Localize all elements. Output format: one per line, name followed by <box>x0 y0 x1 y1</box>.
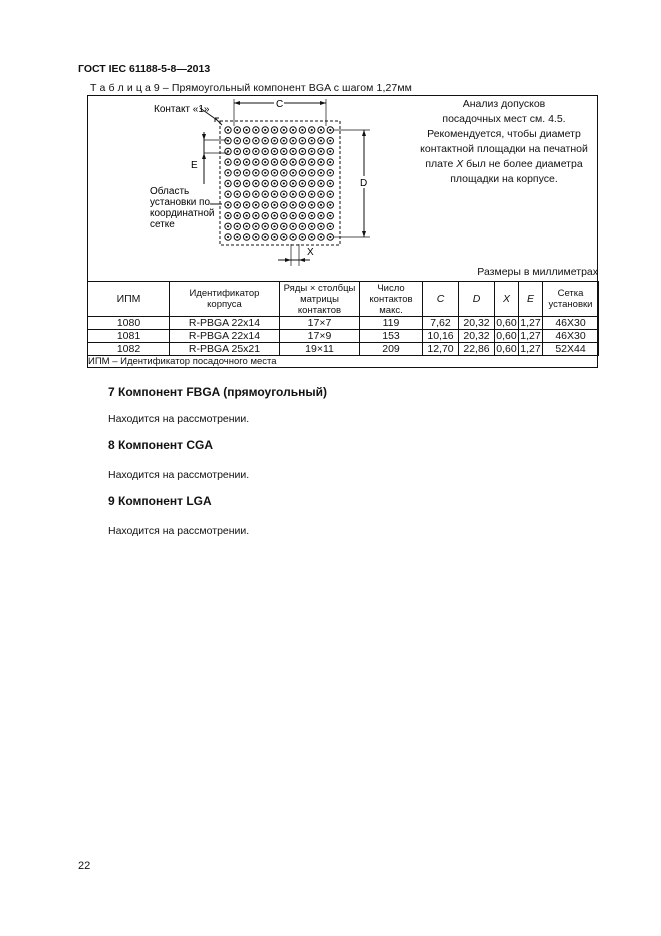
pad-center <box>283 140 285 142</box>
pad-center <box>236 225 238 227</box>
pad-center <box>264 215 266 217</box>
pad-center <box>283 193 285 195</box>
pad-center <box>236 129 238 131</box>
cell-grid: 46X30 <box>543 330 599 343</box>
cell-e: 1,27 <box>520 343 541 355</box>
header-text: контактов <box>369 293 413 305</box>
pad-center <box>264 225 266 227</box>
pad-center <box>292 182 294 184</box>
pad-center <box>329 140 331 142</box>
area-label-line3: координатной <box>150 208 215 219</box>
pad-center <box>246 172 248 174</box>
pad-center <box>255 161 257 163</box>
header-text: корпуса <box>207 299 242 310</box>
pad-center <box>329 225 331 227</box>
pad-center <box>292 172 294 174</box>
pad-center <box>264 236 266 238</box>
pad-center <box>273 150 275 152</box>
pad-center <box>273 193 275 195</box>
pad-center <box>320 182 322 184</box>
note-line: посадочных мест см. 4.5. <box>442 113 566 125</box>
pad-center <box>264 182 266 184</box>
pad-center <box>283 182 285 184</box>
cell-grid: 46X30 <box>543 317 599 330</box>
pad-center <box>246 150 248 152</box>
section-8-text: Находится на рассмотрении. <box>108 469 250 481</box>
pad-center <box>329 236 331 238</box>
pad-center <box>283 236 285 238</box>
units-label: Размеры в миллиметрах <box>477 266 598 278</box>
pad-center <box>311 129 313 131</box>
pad-center <box>283 204 285 206</box>
cell-count: 153 <box>360 330 423 343</box>
header-text: Идентификатор <box>189 288 260 299</box>
pad-center <box>301 236 303 238</box>
section-7-heading: 7 Компонент FBGA (прямоугольный) <box>108 385 327 399</box>
table-row <box>88 317 599 330</box>
pad-center <box>329 204 331 206</box>
cell-x: 0,60 <box>496 317 517 329</box>
cell-x: 0,60 <box>496 330 517 342</box>
section-9-heading: 9 Компонент LGA <box>108 494 212 508</box>
pad-center <box>311 140 313 142</box>
cell-c: 12,70 <box>423 343 459 356</box>
pad-center <box>255 225 257 227</box>
pad-center <box>320 193 322 195</box>
pad-center <box>246 236 248 238</box>
pad-center <box>236 172 238 174</box>
pad-center <box>283 129 285 131</box>
bga-footprint-figure <box>88 96 408 268</box>
pad-center <box>320 204 322 206</box>
header-text: контактов <box>297 304 342 316</box>
cell-d: 20,32 <box>459 317 495 330</box>
pad-center <box>301 182 303 184</box>
pad-center <box>292 150 294 152</box>
pad-center <box>329 129 331 131</box>
col-x: X <box>495 282 519 317</box>
pad-center <box>264 204 266 206</box>
cell-matrix: 19×11 <box>280 343 360 356</box>
pad-center <box>292 215 294 217</box>
pad-center <box>255 236 257 238</box>
pad-center <box>246 182 248 184</box>
pad-center <box>320 172 322 174</box>
pad-center <box>301 161 303 163</box>
note-line: Рекомендуется, чтобы диаметр <box>427 128 581 140</box>
pad-center <box>283 225 285 227</box>
pad-center <box>320 140 322 142</box>
header-text: макс. <box>379 304 403 316</box>
pad-center <box>273 236 275 238</box>
pad-center <box>311 182 313 184</box>
pad-center <box>227 182 229 184</box>
pad-center <box>301 172 303 174</box>
pad-center <box>292 140 294 142</box>
pad-center <box>292 236 294 238</box>
pad-center <box>264 140 266 142</box>
pad-center <box>320 215 322 217</box>
pad-center <box>329 172 331 174</box>
section-8-heading: 8 Компонент CGA <box>108 438 214 452</box>
header-text: Ряды × столбцы <box>283 282 356 294</box>
cell-ipm: 1081 <box>88 330 170 343</box>
contact-label: Контакт «1» <box>154 104 210 115</box>
pad-center <box>273 140 275 142</box>
table-footnote: ИПМ – Идентификатор посадочного места <box>88 356 277 367</box>
pad-center <box>227 225 229 227</box>
pad-center <box>227 161 229 163</box>
pad-center <box>301 140 303 142</box>
cell-ipm: 1082 <box>88 343 170 356</box>
pad-center <box>264 150 266 152</box>
dim-e-label: E <box>191 160 198 171</box>
pad-center <box>246 204 248 206</box>
pad-center <box>264 161 266 163</box>
note-line <box>410 157 598 172</box>
cell-matrix: 17×9 <box>280 330 360 343</box>
pad-center <box>283 215 285 217</box>
pad-center <box>236 193 238 195</box>
pad-center <box>273 161 275 163</box>
pad-center <box>246 225 248 227</box>
cell-count: 119 <box>360 317 423 330</box>
tolerance-note <box>410 97 598 187</box>
pad-center <box>236 150 238 152</box>
note-text: был не более диаметра <box>463 158 583 170</box>
pad-center <box>273 182 275 184</box>
pad-center <box>236 215 238 217</box>
header-text: Число <box>377 282 405 294</box>
pad-center <box>292 129 294 131</box>
pad-center <box>301 215 303 217</box>
pad-center <box>255 172 257 174</box>
pad-center <box>320 129 322 131</box>
pad-center <box>255 215 257 217</box>
pad-center <box>227 150 229 152</box>
dim-d-label: D <box>360 178 368 189</box>
page-number: 22 <box>78 860 91 872</box>
header-text: Сетка <box>557 288 584 299</box>
pad-array <box>225 127 334 240</box>
col-d: D <box>459 282 495 317</box>
cell-count: 209 <box>360 343 423 356</box>
pad-center <box>273 225 275 227</box>
pad-center <box>292 204 294 206</box>
col-e: E <box>519 282 543 317</box>
cell-id: R-PBGA 22x14 <box>170 317 280 330</box>
pad-center <box>301 204 303 206</box>
pad-center <box>311 204 313 206</box>
note-text: плате <box>425 158 457 170</box>
table-row <box>88 343 599 356</box>
cell-id: R-PBGA 25x21 <box>170 343 280 356</box>
pad-center <box>292 161 294 163</box>
pad-center <box>301 129 303 131</box>
pad-center <box>255 193 257 195</box>
pad-center <box>273 204 275 206</box>
cell-c: 7,62 <box>423 317 459 330</box>
header-text: матрицы <box>300 293 339 305</box>
pad-center <box>246 129 248 131</box>
pad-center <box>329 215 331 217</box>
pad-center <box>311 215 313 217</box>
pad-center <box>236 204 238 206</box>
pad-center <box>227 129 229 131</box>
cell-id: R-PBGA 22x14 <box>170 330 280 343</box>
pad-center <box>227 236 229 238</box>
pad-center <box>246 161 248 163</box>
pad-center <box>283 150 285 152</box>
pad-center <box>311 236 313 238</box>
cell-d: 20,32 <box>459 330 495 343</box>
section-7-text: Находится на рассмотрении. <box>108 413 250 425</box>
pad-center <box>283 161 285 163</box>
col-count <box>360 282 423 317</box>
pad-center <box>301 193 303 195</box>
col-ipm: ИПМ <box>88 282 170 317</box>
note-line: контактной площадки на печатной <box>420 143 588 155</box>
dimension-table <box>87 281 599 356</box>
pad-center <box>255 204 257 206</box>
pad-center <box>236 161 238 163</box>
document-header: ГОСТ IEC 61188-5-8—2013 <box>78 63 211 75</box>
pad-center <box>255 129 257 131</box>
pad-center <box>329 161 331 163</box>
area-label-line4: сетке <box>150 219 175 230</box>
col-matrix <box>280 282 360 317</box>
cell-d: 22,86 <box>459 343 495 356</box>
pad-center <box>311 161 313 163</box>
pad-center <box>227 193 229 195</box>
section-9-text: Находится на рассмотрении. <box>108 525 250 537</box>
table-header-row <box>88 282 599 317</box>
pad-center <box>273 129 275 131</box>
area-label-line2: установки по <box>150 197 211 208</box>
cell-x: 0,60 <box>496 343 517 355</box>
pad-center <box>227 215 229 217</box>
dim-x-label: X <box>307 247 314 258</box>
pad-center <box>320 225 322 227</box>
pad-center <box>246 140 248 142</box>
pad-center <box>311 172 313 174</box>
pad-center <box>236 140 238 142</box>
pad-center <box>264 129 266 131</box>
note-line: Анализ допусков <box>462 98 546 110</box>
note-line: площадки на корпусе. <box>450 173 558 185</box>
col-package-id <box>170 282 280 317</box>
pad-center <box>329 150 331 152</box>
table-caption: Т а б л и ц а 9 – Прямоугольный компонент BGA с шагом 1,27мм <box>90 82 412 94</box>
pad-center <box>311 150 313 152</box>
pad-center <box>236 236 238 238</box>
pad-center <box>311 225 313 227</box>
pad-center <box>301 150 303 152</box>
pad-center <box>255 182 257 184</box>
col-grid <box>543 282 599 317</box>
pad-center <box>320 161 322 163</box>
cell-e: 1,27 <box>520 317 541 329</box>
pad-center <box>283 172 285 174</box>
pad-center <box>320 150 322 152</box>
pad-center <box>273 172 275 174</box>
pad-center <box>255 150 257 152</box>
cell-ipm: 1080 <box>88 317 170 330</box>
cell-e: 1,27 <box>520 330 541 342</box>
pad-center <box>264 193 266 195</box>
cell-c: 10,16 <box>423 330 459 343</box>
pad-center <box>227 172 229 174</box>
header-text: установки <box>548 299 593 310</box>
note-variable: X <box>456 158 464 170</box>
area-label-line1: Область <box>150 186 190 197</box>
pad-center <box>236 182 238 184</box>
pad-center <box>246 193 248 195</box>
table-row <box>88 330 599 343</box>
pad-center <box>255 140 257 142</box>
pad-center <box>292 193 294 195</box>
pad-center <box>320 236 322 238</box>
cell-matrix: 17×7 <box>280 317 360 330</box>
pad-center <box>246 215 248 217</box>
pad-center <box>301 225 303 227</box>
pad-center <box>329 193 331 195</box>
pad-center <box>311 193 313 195</box>
col-c: C <box>423 282 459 317</box>
pad-center <box>292 225 294 227</box>
pad-center <box>227 204 229 206</box>
pad-center <box>273 215 275 217</box>
dim-c-label: C <box>276 99 284 110</box>
pad-center <box>264 172 266 174</box>
pad-center <box>329 182 331 184</box>
cell-grid: 52X44 <box>543 343 599 356</box>
